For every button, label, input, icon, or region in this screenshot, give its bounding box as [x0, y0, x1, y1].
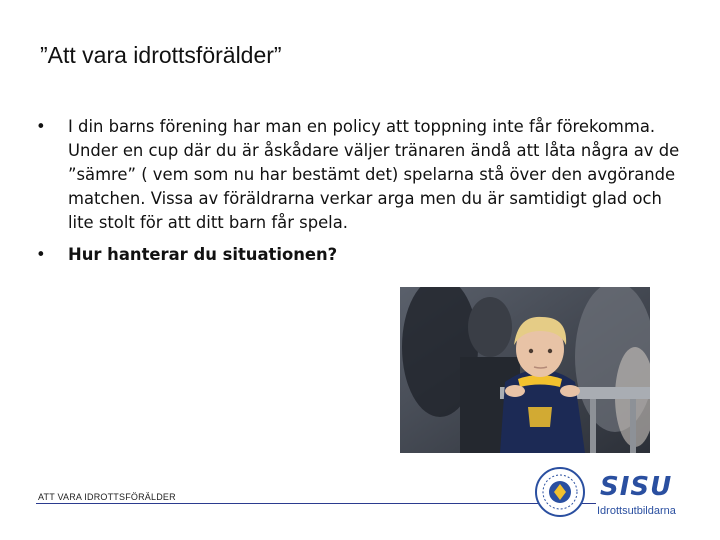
bullet-text: I din barns förening har man en policy att toppning inte får förekomma. Under en cup där du är åskådare väljer tränaren ändå att låta några av de ”sämre” ( vem som nu har bestämt det) spelarna stå över den avgörande matchen. Vissa av föräldrarna verkar arga men du är samtidigt glad och lite stolt för att ditt barn får spela. — [68, 117, 680, 232]
bullet-list — [32, 115, 682, 267]
photo-illustration — [400, 287, 650, 453]
sisu-subtitle: Idrottsutbildarna — [597, 505, 676, 517]
bullet-marker: • — [36, 117, 46, 136]
footer-divider — [36, 503, 596, 504]
footer-label: ATT VARA IDROTTSFÖRÄLDER — [38, 492, 176, 502]
sports-federation-emblem-icon — [534, 466, 586, 518]
bullet-text: Hur hanterar du situationen? — [68, 245, 338, 264]
bullet-marker: • — [36, 245, 46, 264]
bullet-item-scenario — [32, 115, 682, 235]
child-spectator-photo — [400, 287, 650, 453]
slide-title: ”Att vara idrottsförälder” — [40, 42, 282, 68]
bullet-item-question — [32, 243, 682, 267]
sisu-brand-name: SISU — [600, 472, 673, 502]
sisu-logo — [596, 472, 696, 518]
